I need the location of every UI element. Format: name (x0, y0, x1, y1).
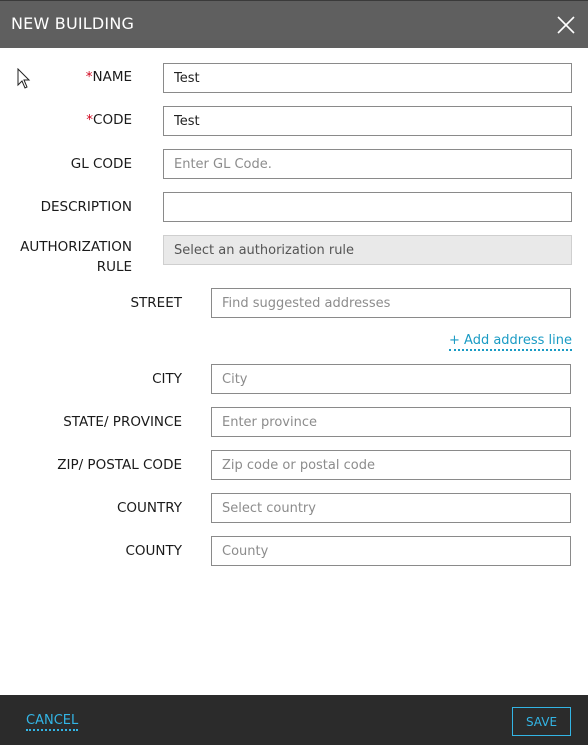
add-address-line-link[interactable]: + Add address line (449, 333, 572, 351)
cancel-button[interactable]: CANCEL (26, 713, 78, 731)
code-input[interactable] (163, 106, 572, 136)
street-label: STREET (130, 295, 182, 311)
country-select[interactable] (211, 493, 571, 523)
county-input[interactable] (211, 536, 571, 566)
gl-code-label: GL CODE (70, 156, 132, 172)
mouse-pointer-icon (17, 68, 31, 89)
dialog-titlebar (0, 0, 588, 48)
zip-label: ZIP/ POSTAL CODE (57, 457, 182, 473)
state-label: STATE/ PROVINCE (63, 414, 182, 430)
county-label: COUNTY (125, 543, 182, 559)
name-input[interactable] (163, 63, 572, 93)
close-icon[interactable] (556, 15, 576, 35)
dialog-footer (0, 695, 588, 745)
city-label: CITY (152, 371, 182, 387)
gl-code-input[interactable] (163, 149, 572, 179)
dialog-title: NEW BUILDING (11, 14, 135, 33)
zip-input[interactable] (211, 450, 571, 480)
description-input[interactable] (163, 192, 572, 222)
authorization-rule-select[interactable] (163, 235, 572, 265)
state-input[interactable] (211, 407, 571, 437)
country-label: COUNTRY (116, 500, 182, 516)
save-button[interactable]: SAVE (512, 707, 571, 736)
name-label: *NAME (85, 69, 132, 85)
city-input[interactable] (211, 364, 571, 394)
code-label: *CODE (86, 112, 132, 128)
description-label: DESCRIPTION (40, 199, 132, 215)
street-input[interactable] (211, 288, 571, 318)
authorization-rule-label: AUTHORIZATION RULE (20, 239, 132, 275)
